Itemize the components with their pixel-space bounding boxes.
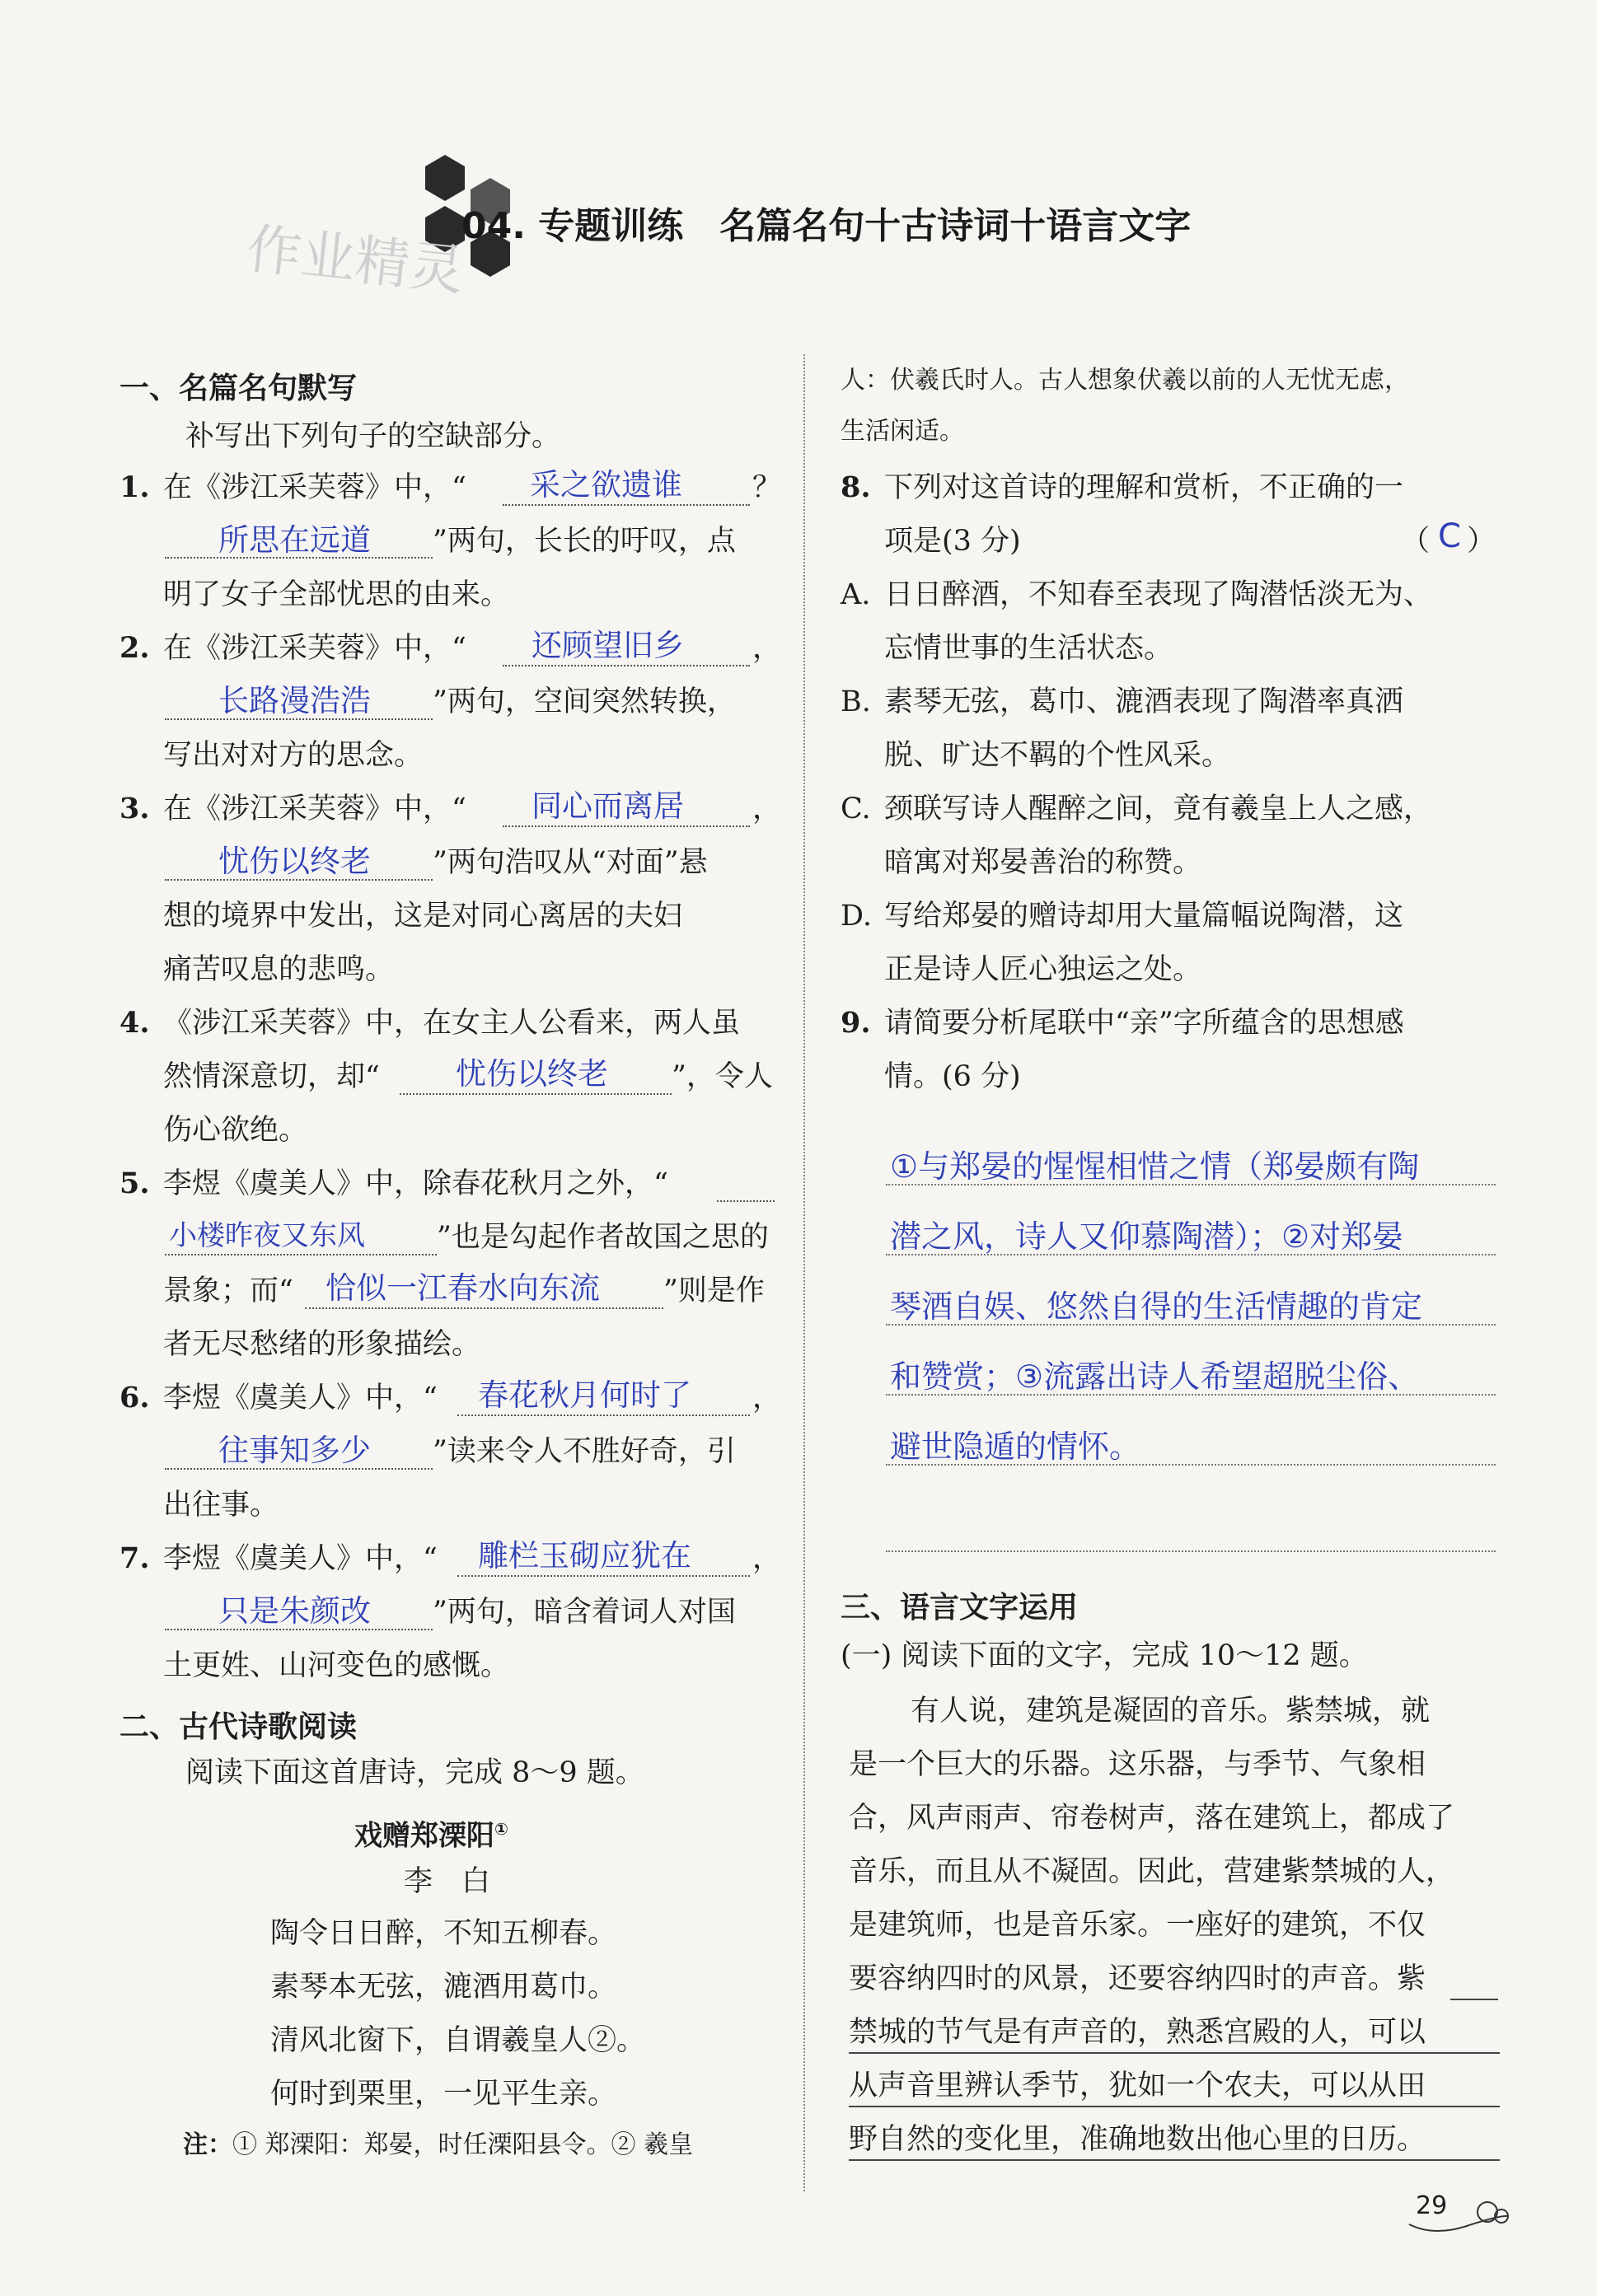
footnote-mark: ①: [494, 1819, 508, 1839]
poem-author: 李 白: [404, 1865, 491, 1898]
handwritten-answer: 同心而离居: [532, 788, 684, 824]
question-text: 痛苦叹息的悲鸣。: [163, 953, 395, 986]
question-text: 下列对这首诗的理解和赏析，不正确的一: [884, 471, 1404, 504]
footnote-continued: 生活闲适。: [841, 417, 964, 446]
footnote: [183, 2127, 693, 2163]
answer-line: [886, 1324, 1496, 1326]
question-text: ”读来令人不胜好奇，引: [433, 1435, 736, 1468]
poem-title: [354, 1811, 508, 1854]
question-text: ”两句，空间突然转换，: [433, 685, 736, 718]
option-label: C.: [841, 793, 871, 825]
underline: [849, 2159, 1500, 2161]
option-text: 暗寓对郑晏善治的称赞。: [884, 846, 1202, 879]
passage-line: 禁城的节气是有声音的，熟悉宫殿的人，可以: [849, 2016, 1426, 2049]
handwritten-answer: 采之欲遗谁: [530, 467, 682, 503]
question-text: 土更姓、山河变色的感慨。: [163, 1649, 510, 1682]
handwritten-answer-line: 潜之风，诗人又仰慕陶潜）；②对郑晏: [890, 1218, 1404, 1255]
question-number: 1.: [119, 470, 150, 504]
question-text: ”两句，暗含着词人对国: [433, 1596, 736, 1629]
question-number: 9.: [841, 1006, 871, 1040]
question-text: ，: [752, 793, 782, 825]
handwritten-answer: 小楼昨夜又东风: [169, 1219, 365, 1252]
option-text: 写给郑晏的赠诗却用大量篇幅说陶潜，这: [884, 900, 1404, 933]
handwritten-answer: C: [1438, 517, 1461, 555]
passage-line: 是一个巨大的乐器。这乐器，与季节、气象相: [849, 1748, 1426, 1781]
footnote-label: 注：: [183, 2130, 232, 2159]
question-text: ”两句，长长的吁叹，点: [433, 525, 736, 558]
answer-blank: [457, 1415, 750, 1416]
answer-blank: [400, 1093, 672, 1095]
answer-line: [886, 1550, 1496, 1552]
handwritten-answer: 长路漫浩浩: [218, 683, 371, 718]
page-number: 29: [1416, 2191, 1448, 2220]
underline: [849, 2052, 1500, 2054]
question-text: 者无尽愁绪的形象描绘。: [163, 1328, 481, 1361]
poem-line: 清风北窗下，自谓羲皇人②。: [270, 2024, 646, 2057]
question-text: ”两句浩叹从“对面”悬: [433, 846, 708, 879]
answer-blank: [503, 504, 750, 506]
option-label: A.: [841, 578, 871, 611]
underline: [849, 2106, 1500, 2107]
passage-line: 是建筑师，也是音乐家。一座好的建筑，不仅: [849, 1909, 1426, 1942]
sub-instruction: (一) 阅读下面的文字，完成 10～12 题。: [841, 1639, 1368, 1672]
answer-blank: [717, 1200, 775, 1202]
question-number: 7.: [119, 1541, 150, 1575]
underline: [1450, 1999, 1498, 2000]
question-text: 明了女子全部忧思的由来。: [163, 578, 510, 611]
question-text: 请简要分析尾联中“亲”字所蕴含的思想感: [884, 1007, 1404, 1040]
answer-line: [886, 1464, 1496, 1466]
question-text: 在《涉江采芙蓉》中，“: [163, 793, 466, 825]
passage-line: 合，风声雨声、帘卷树声，落在建筑上，都成了: [849, 1802, 1455, 1835]
question-text: ”也是勾起作者故国之思的: [437, 1221, 769, 1254]
footnote-continued: 人：伏羲氏时人。古人想象伏羲以前的人无忧无虑，: [841, 366, 1409, 395]
handwritten-answer: 忧伤以终老: [456, 1056, 608, 1092]
handwritten-answer: 恰似一江春水向东流: [325, 1270, 600, 1306]
answer-blank: [503, 665, 750, 666]
question-number: 3.: [119, 792, 150, 825]
question-text: 李煜《虞美人》中，“: [163, 1542, 438, 1575]
option-text: 日日醉酒，不知春至表现了陶潜恬淡无为、: [884, 578, 1433, 611]
passage-line: 音乐，而且从不凝固。因此，营建紫禁城的人，: [849, 1855, 1455, 1888]
option-label: B.: [841, 685, 871, 718]
question-text: 想的境界中发出，这是对同心离居的夫妇: [163, 900, 683, 933]
answer-line: [886, 1254, 1496, 1256]
option-label: D.: [841, 900, 872, 933]
section-heading-1: 一、名篇名句默写: [119, 372, 358, 405]
question-text: 李煜《虞美人》中，“: [163, 1382, 438, 1415]
question-number: 5.: [119, 1167, 150, 1200]
column-divider: [803, 354, 805, 2191]
handwritten-answer: 只是朱颜改: [218, 1593, 371, 1629]
poem-line: 陶令日日醉，不知五柳春。: [270, 1917, 617, 1950]
poem-line: 素琴本无弦，漉酒用葛巾。: [270, 1971, 617, 2004]
handwritten-answer-line: 避世隐遁的情怀。: [890, 1429, 1141, 1465]
answer-paren-right: ）: [1467, 525, 1496, 558]
passage-line: 要容纳四时的风景，还要容纳四时的声音。紫: [849, 1962, 1426, 1995]
handwritten-answer-line: 琴酒自娱、悠然自得的生活情趣的肯定: [890, 1288, 1423, 1325]
passage-line: 有人说，建筑是凝固的音乐。紫禁城，就: [911, 1695, 1431, 1728]
answer-blank: [503, 825, 750, 827]
handwritten-answer: 所思在远道: [218, 522, 371, 558]
handwritten-answer-line: 和赞赏；③流露出诗人希望超脱尘俗、: [890, 1358, 1420, 1395]
question-number: 8.: [841, 470, 871, 504]
question-text: 在《涉江采芙蓉》中，“: [163, 471, 466, 504]
instruction: 阅读下面这首唐诗，完成 8～9 题。: [185, 1756, 644, 1789]
option-text: 脱、旷达不羁的个性风采。: [884, 739, 1231, 772]
page-title: 04. 专题训练 名篇名句十古诗词十语言文字: [461, 205, 1192, 247]
question-text: 写出对对方的思念。: [163, 739, 424, 772]
question-text: 项是(3 分): [884, 525, 1021, 558]
passage-line: 从声音里辨认季节，犹如一个农夫，可以从田: [849, 2069, 1426, 2102]
answer-blank: [305, 1307, 663, 1309]
answer-line: [886, 1394, 1496, 1396]
answer-blank: [457, 1575, 750, 1577]
passage-line: 野自然的变化里，准确地数出他心里的日历。: [849, 2123, 1426, 2156]
question-text: 李煜《虞美人》中，除春花秋月之外，“: [163, 1167, 668, 1200]
handwritten-answer: 春花秋月何时了: [478, 1377, 691, 1413]
section-heading-2: 二、古代诗歌阅读: [119, 1710, 358, 1744]
question-text: ？: [752, 471, 782, 504]
option-text: 颈联写诗人醒醉之间，竟有羲皇上人之感，: [884, 793, 1433, 825]
answer-paren-left: （: [1401, 525, 1431, 558]
question-text: 伤心欲绝。: [163, 1114, 308, 1147]
option-text: 素琴无弦，葛巾、漉酒表现了陶潜率真洒: [884, 685, 1404, 718]
poem-line: 何时到栗里，一见平生亲。: [270, 2078, 617, 2111]
question-text: ，: [752, 632, 782, 665]
handwritten-answer: 还顾望旧乡: [532, 628, 684, 663]
handwritten-answer: 往事知多少: [218, 1433, 371, 1468]
answer-line: [886, 1184, 1496, 1185]
question-text: ”，令人: [672, 1060, 773, 1093]
question-text: 《涉江采芙蓉》中，在女主人公看来，两人虽: [163, 1007, 741, 1040]
question-number: 6.: [119, 1381, 150, 1415]
question-number: 4.: [119, 1006, 150, 1040]
poem-title-text: 戏赠郑溧阳: [354, 1819, 494, 1853]
instruction: 补写出下列句子的空缺部分。: [185, 420, 561, 453]
question-text: 情。(6 分): [884, 1060, 1021, 1093]
question-text: ”则是作: [663, 1274, 765, 1307]
footnote-text: ① 郑溧阳：郑晏，时任溧阳县令。② 羲皇: [232, 2130, 694, 2159]
handwritten-answer: 忧伤以终老: [218, 844, 371, 879]
handwritten-answer-line: ①与郑晏的惺惺相惜之情（郑晏颇有陶: [890, 1148, 1420, 1185]
handwritten-answer: 雕栏玉砌应犹在: [478, 1538, 691, 1574]
option-text: 忘情世事的生活状态。: [884, 632, 1173, 665]
question-text: ，: [752, 1382, 782, 1415]
question-number: 2.: [119, 631, 150, 665]
watermark: 作业精灵: [244, 217, 467, 303]
question-text: 景象；而“: [163, 1274, 293, 1307]
question-text: ，: [752, 1542, 782, 1575]
question-text: 在《涉江采芙蓉》中，“: [163, 632, 466, 665]
question-text: 出往事。: [163, 1489, 279, 1522]
section-heading-3: 三、语言文字运用: [841, 1591, 1079, 1625]
option-text: 正是诗人匠心独运之处。: [884, 953, 1202, 986]
question-text: 然情深意切，却“: [163, 1060, 380, 1093]
answer-blank: [165, 1254, 437, 1256]
